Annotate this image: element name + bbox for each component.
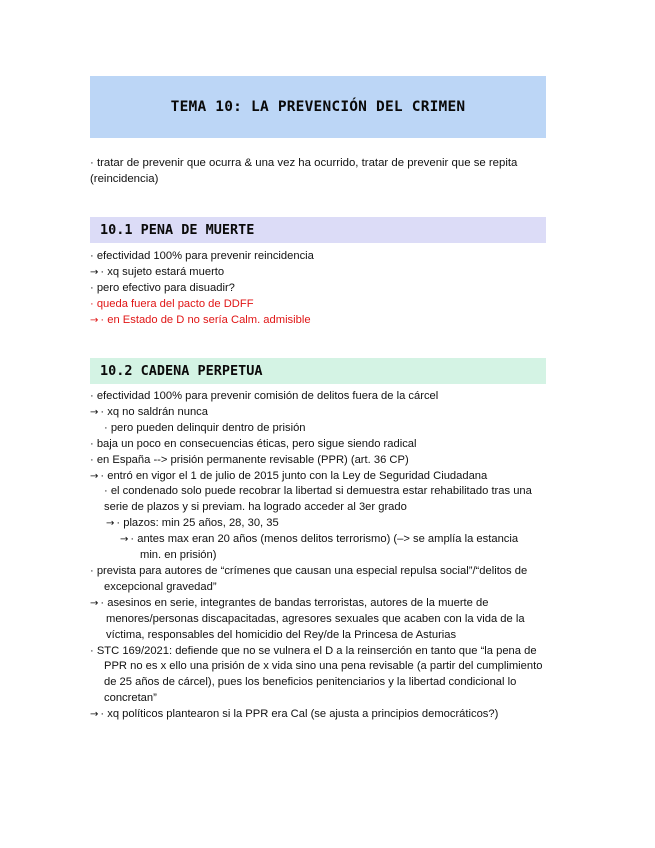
section2-heading: 10.2 CADENA PERPETUA [100,363,263,379]
section2-line: · pero pueden delinquir dentro de prisión [104,421,306,434]
section2-line-text: · plazos: min 25 años, 28, 30, 35 [116,517,279,530]
arrow-icon: → [90,314,99,326]
section2-line-text: · asesinos en serie, integrantes de bandas terroristas, autores de la muerte de [100,596,489,609]
section2-line-text: · entró en vigor el 1 de julio de 2015 junto con la Ley de Seguridad Ciudadana [100,469,488,482]
section2-line-text: · xq políticos plantearon si la PPR era Cal (se ajusta a principios democráticos?) [100,708,499,721]
section2-line [90,532,570,548]
section2-line-text: · xq no saldrán nunca [100,405,208,418]
section2-line [90,405,570,421]
section1-line: · efectividad 100% para prevenir reincidencia [90,250,314,262]
section2-header [90,358,546,384]
section1-line: · pero efectivo para disuadir? [90,281,235,294]
section1-line-highlight: · queda fuera del pacto de DDFF [90,297,254,310]
section1-line-text: · xq sujeto estará muerto [100,265,225,278]
section2-line: serie de plazos y si previam. ha logrado acceder al 3er grado [104,501,407,514]
section2-line: · prevista para autores de “crímenes que causan una especial repulsa social”/“delitos de [90,564,528,577]
section1-heading: 10.1 PENA DE MUERTE [100,222,255,238]
arrow-icon: → [120,534,129,546]
section2-line: · baja un poco en consecuencias éticas, pero sigue siendo radical [90,437,417,450]
section2-line [90,707,570,723]
section2-line: de 25 años de cárcel), pues los beneficios penitenciarios y la libertad condicional lo [104,676,517,689]
arrow-icon: → [90,597,99,609]
title-banner [90,76,546,138]
arrow-icon: → [106,518,115,530]
arrow-icon: → [90,709,99,721]
section2-line: · en España --> prisión permanente revisable (PPR) (art. 36 CP) [90,453,409,466]
arrow-icon: → [90,266,99,278]
section1-header [90,217,546,243]
section2-line: · el condenado solo puede recobrar la libertad si demuestra estar rehabilitado tras una [104,485,532,498]
section2-line-text: · antes max eran 20 años (menos delitos terrorismo) (–> se amplía la estancia [130,533,519,546]
arrow-icon: → [90,470,99,482]
section2-line: concretan” [104,692,157,705]
section1-body [90,249,570,329]
section1-line-highlight [90,313,570,329]
section2-line: excepcional gravedad” [104,580,217,593]
section2-line [90,516,570,532]
section2-line: menores/personas discapacitadas, agresores sexuales que acaben con la vida de la [106,612,525,625]
section2-line: PPR no es x ello una prisión de x vida sino una pena revisable (a partir del cumplimiento [104,660,543,673]
section2-line: víctima, responsables del homicidio del Rey/de la Princesa de Asturias [106,628,457,641]
section2-line: · efectividad 100% para prevenir comisión de delitos fuera de la cárcel [90,390,439,402]
section1-line [90,265,570,281]
arrow-icon: → [90,406,99,418]
section2-line [90,596,570,612]
section2-line: · STC 169/2021: defiende que no se vulnera el D a la reinserción en tanto que “la pena de [90,644,537,657]
section2-line [90,469,570,485]
section1-line-text: · en Estado de D no sería Calm. admisible [100,313,311,326]
section2-body [90,389,570,723]
document-title: TEMA 10: LA PREVENCIÓN DEL CRIMEN [170,99,466,115]
intro-paragraph: · tratar de prevenir que ocurra & una vez ha ocurrido, tratar de prevenir que se repita (reincidencia) [90,157,518,185]
section2-line: min. en prisión) [140,549,217,562]
